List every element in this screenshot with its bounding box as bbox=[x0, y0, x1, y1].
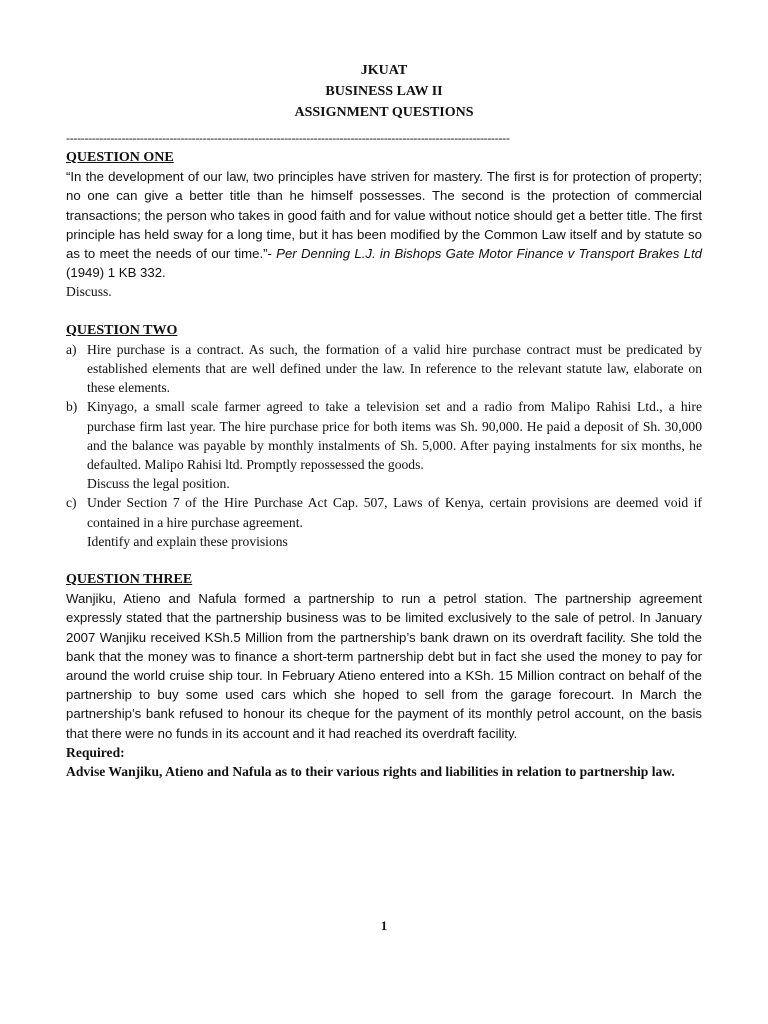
question-two-part-b bbox=[66, 397, 702, 474]
question-two-title: QUESTION TWO bbox=[66, 322, 178, 338]
institution-name: JKUAT bbox=[360, 63, 408, 78]
question-two-part-c bbox=[66, 493, 702, 531]
question-three-scenario: Wanjiku, Atieno and Nafula formed a partnership to run a petrol station. The partnership agreement expressly stated that the partnership business was to be limited exclusively to the sale of petrol. In January 2007 Wanjiku received KSh.5 Million from the partnership’s bank drawn on its overdraft facility. She told the bank that the money was to finance a short-term partnership debt but in fact she used the money to pay for around the world cruise ship tour. In February Atieno entered into a KSh. 15 Million contract on behalf of the partnership to buy some used cars which she hoped to sell from the garage forecourt. In March the partnership’s bank refused to honour its cheque for the payment of its monthly petrol account, on the basis that there were no funds in its account and it had reached its overdraft facility. bbox=[66, 591, 702, 741]
part-text: Hire purchase is a contract. As such, the formation of a valid hire purchase contract must be predicated by established elements that are well defined under the law. In reference to the relevant statute law, elaborate on these elements. bbox=[87, 341, 702, 396]
quote-text: “In the development of our law, two principles have striven for mastery. The first is for protection of property; no one can give a better title than he himself possesses. The second is the protection of commercial transactions; the person who takes in good faith and for value without notice should get a better title. The first principle has held sway for a long time, but it has been modified by the Common Law itself and by statute so as to meet the needs of our time.”- bbox=[66, 169, 702, 262]
part-b-instruction: Discuss the legal position. bbox=[87, 476, 230, 492]
part-label: a) bbox=[66, 341, 77, 357]
document-header bbox=[0, 60, 768, 123]
part-label: b) bbox=[66, 399, 78, 415]
question-one-quote bbox=[66, 167, 702, 282]
part-label: c) bbox=[66, 495, 77, 511]
document-body bbox=[66, 148, 702, 781]
question-one-instruction: Discuss. bbox=[66, 284, 112, 300]
question-two-part-a bbox=[66, 340, 702, 398]
part-c-instruction: Identify and explain these provisions bbox=[87, 533, 288, 549]
citation-case: Per Denning L.J. in Bishops Gate Motor Finance v Transport Brakes Ltd bbox=[271, 246, 702, 262]
required-text: Advise Wanjiku, Atieno and Nafula as to their various rights and liabilities in relation to partnership law. bbox=[66, 764, 675, 780]
document-title: ASSIGNMENT QUESTIONS bbox=[294, 105, 474, 120]
citation-reference: (1949) 1 KB 332. bbox=[66, 265, 166, 281]
part-text: Under Section 7 of the Hire Purchase Act Cap. 507, Laws of Kenya, certain provisions are deemed void if contained in a hire purchase agreement. bbox=[87, 495, 702, 530]
question-one-title: QUESTION ONE bbox=[66, 150, 174, 165]
page-number: 1 bbox=[380, 918, 388, 933]
separator-line: ------------------------------------------------------------------------------------------------------------------------ bbox=[66, 131, 510, 145]
required-label: Required: bbox=[66, 744, 125, 760]
question-three-title: QUESTION THREE bbox=[66, 572, 193, 588]
part-text: Kinyago, a small scale farmer agreed to take a television set and a radio from Malipo Rahisi Ltd., a hire purchase firm last year. The hire purchase price for both items was Sh. 90,000. He paid a deposit of Sh. 30,000 and the balance was payable by monthly instalments of Sh. 5,000. After paying instalments for six months, he defaulted. Malipo Rahisi ltd. Promptly repossessed the goods. bbox=[87, 399, 702, 473]
course-title: BUSINESS LAW II bbox=[325, 84, 443, 99]
